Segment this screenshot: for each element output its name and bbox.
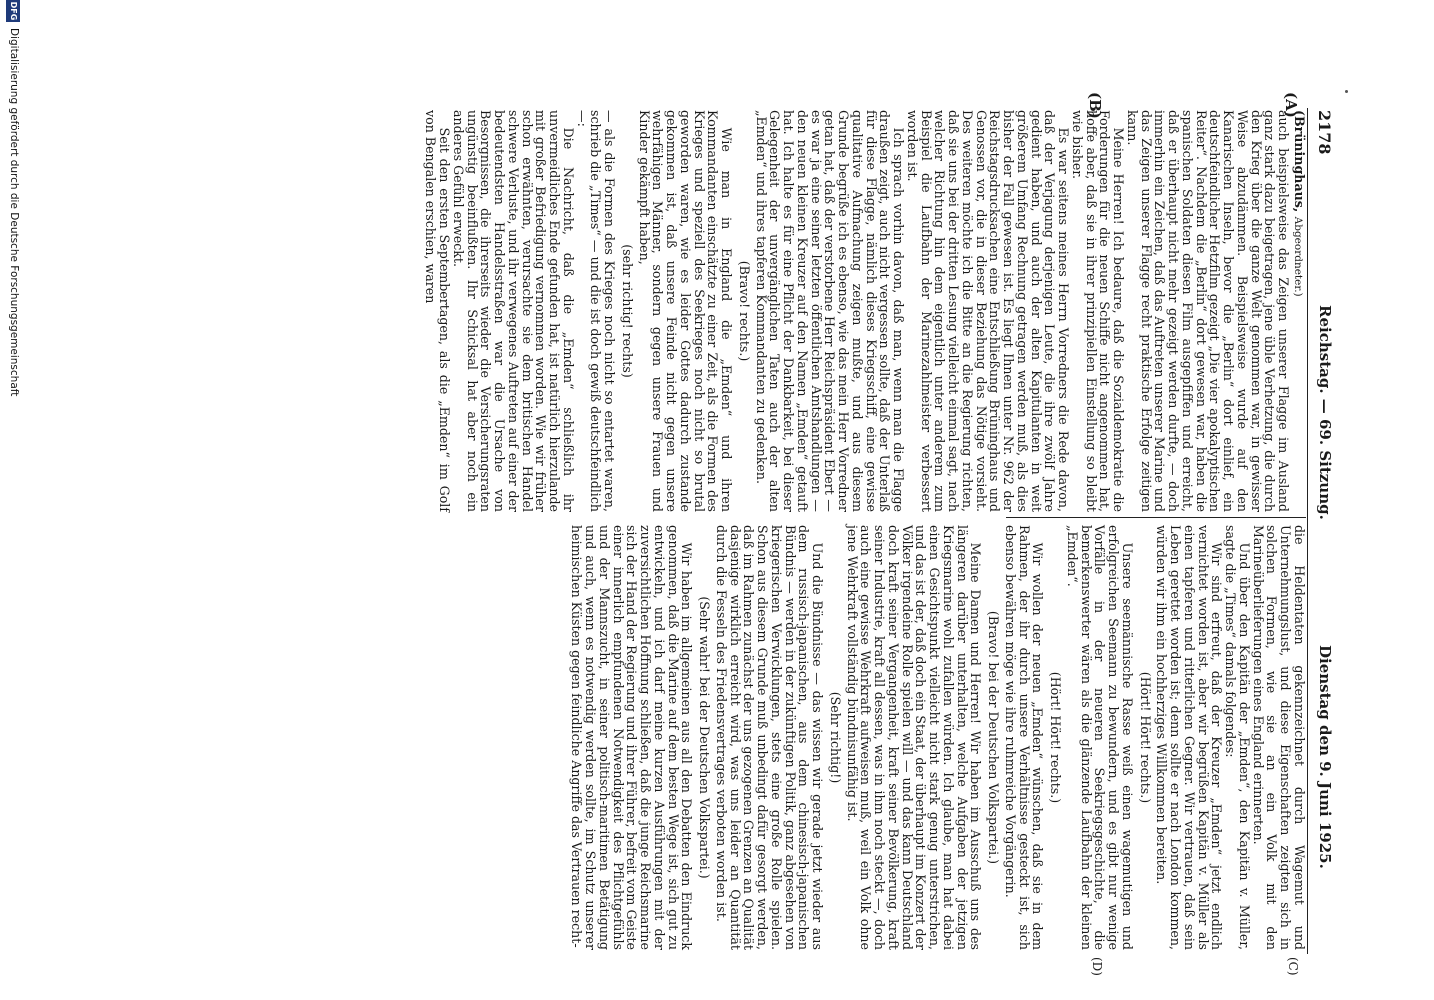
paragraph: Unsere seemännische Rasse weiß einen wagemutigen und erfolgreichen Seemann zu bewundern, und es gibt nur wenige Vorfälle in der neueren Seekriegsgeschichte, die bemerkenswerter wären als die glänzende Laufbahn der kleinen „Emden“.: [1065, 525, 1135, 950]
margin-letter-b: (B): [1086, 92, 1104, 119]
paragraph: Es war seitens meines Herrn Vorredners die Rede davon, daß der Verjagung derjenigen Leute, die ihre zwölf Jahre gedient haben, und auch der alten Kapitulanten in weit größerem Umfang Rechnung getragen werden muß, als dies bisher der Fall gewesen ist. Es liegt Ihnen unter Nr. 962 der Reichstagsdrucksachen eine Entschließung Brüninghaus und Genossen vor, die in dieser Beziehung das Nötige vorsieht. Des weiteren möchte ich die Bitte an die Regierung richten, daß sie uns bei der dritten Lesung vielleicht einmal sagt, nach welcher Richtung hin dem eigentlich unter anderem zum Beispiel die Laufbahn der Marinezahlmeister verbessert worden ist.: [905, 110, 1072, 512]
page-number: 2178: [1315, 110, 1334, 155]
margin-letter-c: (C): [1286, 957, 1300, 976]
paragraph: die Heldentaten gekennzeichnet durch Wagemut und Unternehmungslust, und diese Eigenschaften zeigten sich in solchen Formen, wie sie an ein Volk mit den Marineüberlieferungen eines England erinnerten.: [1250, 525, 1307, 950]
page-header: [1310, 0, 1334, 1000]
digitization-credit: Digitalisierung gefördert durch die Deutsche Forschungsgemeinschaft: [8, 28, 20, 397]
session-title: Reichstag. — 69. Sitzung.: [1316, 305, 1334, 520]
paragraph: Wir sind erfreut, daß der Kreuzer „Emden“ jetzt endlich vernichtet worden ist, aber wir begrüßen Kapitän v. Müller als einen tapferen und ritterlichen Gegner. Wir vertrauen, daß sein Leben gerettet worden ist; denn sollte er nach London kommen, würden wir ihm ein hochherziges Willkommen bereiten.: [1154, 525, 1225, 950]
digitization-footer: [2, 0, 22, 1000]
paragraph: Und über den Kapitän der „Emden“, den Kapitän v. Müller, sagte die „Times“ damals folgendes:: [1223, 525, 1252, 950]
margin-letter-a: (A): [1282, 92, 1300, 118]
header-rule: [1307, 108, 1308, 954]
left-column: [423, 110, 1307, 512]
interjection: (Sehr richtig!): [828, 691, 843, 784]
session-date: Dienstag den 9. Juni 1925.: [1316, 645, 1334, 869]
interjection: (Hört! Hört! rechts.): [1048, 671, 1064, 804]
scan-speck: [1345, 90, 1348, 93]
paragraph: Wie man in England die „Emden“ und ihren Kommandanten einschätzte zu einer Zeit, als die Formen des Krieges und speziell des Seekrieges noch nicht so brutal geworden waren, wie es leider Gottes dadurch zustande gekommen ist, daß unsere Feinde nicht gegen unsere wehrfähigen Männer, sondern gegen unsere Frauen und Kinder gekämpft haben,: [636, 110, 735, 512]
paragraph: — als die Formen des Krieges noch nicht so entartet waren, schrieb die „Times“ — und die ist doch gewiß deutschfeindlich —:: [574, 110, 618, 512]
paragraph: Meine Herren! Ich bedaure, daß die Sozialdemokratie die Forderungen für die neuen Schiffe nicht angenommen hat, hoffe aber, daß sie in ihrer prinzipiellen Einstellung so bleibt wie bisher.: [1070, 110, 1127, 512]
paragraph: auch beispielsweise das Zeigen unserer Flagge im Ausland ganz stark dazu beigetragen, jene üble Verhetzung, die durch den Krieg über die ganze Welt genommen war, in gewisser Weise abzudämmen. Beispielsweise wurde auf den Kanarischen Inseln, bevor die „Berlin“ dort einlief, ein deutschfeindlicher Hetzfilm gezeigt „Die vier apokalyptischen Reiter“. Nachdem die „Berlin“ dort gewesen war, haben die spanischen Soldaten diesen Film ausgepfiffen und erreicht, daß er überhaupt nicht mehr gezeigt werden durfte, — doch immerhin ein Zeichen, daß das Auftreten unserer Marine und das Zeigen unserer Flagge recht praktische Erfolge zeitigen kann.: [1125, 110, 1292, 512]
speaker-role: Abgeordneter.): [1292, 216, 1304, 297]
speaker-name: (Brüninghaus,: [1292, 110, 1307, 213]
paragraph: Ich sprach vorhin davon, daß man, wenn man die Flagge draußen zeigt, auch nicht vergessen sollte, daß der Unterlaß für diese Flagge, nämlich dieses Kriegsschiff, eine gewisse qualitative Aufmachung zeigen mußte, und aus diesem Grunde begrüße ich es ebenso, wie das mein Herr Vorredner getan hat, daß der verstorbene Herr Reichspräsident Ebert — es war ja eine seiner letzten öffentlichen Amtshandlungen — den neuen kleinen Kreuzer auf den Namen „Emden“ getauft hat. Ich halte es für eine Pflicht der Dankbarkeit, bei dieser Gelegenheit der unvergänglichen Taten auch der alten „Emden“ und ihres tapferen Kommandanten zu gedenken.: [753, 110, 907, 512]
interjection: (Hört! Hört! rechts.): [1137, 671, 1153, 804]
paragraph: Meine Damen und Herren! Wir haben im Ausschuß uns des längeren darüber unterhalten, welche Aufgaben der jetzigen Kriegsmarine wohl zufallen würden. Ich glaube, man hat dabei einen Gesichtspunkt vielleicht nicht stark genug unterstrichen, und das ist der, daß doch ein Staat, der überhaupt im Konzert der Völker irgendeine Rolle spielen will — und das kann Deutschland doch kraft seiner Vergangenheit, kraft seiner Bevölkerung, kraft seiner Industrie, kraft all dessen, was in ihm noch steckt —, doch auch eine gewisse Wehrkraft aufweisen muß, weil ein Volk ohne jene Wehrkraft vollständig bündnisunfähig ist.: [844, 525, 984, 950]
paragraph: Wir haben im allgemeinen aus all den Debatten den Eindruck genommen, daß die Marine auf dem besten Wege ist, sich gut zu entwickeln, und ich darf meine kurzen Ausführungen mit der zuversichtlichen Hoffnung schließen, daß die junge Reichsmarine sich der Hand der Regierung und ihrer Führer, befreit vom Geiste einer innerlich empfundenen Notwendigkeit des Pflichtgefühls und der Mannszucht, in seiner politisch-maritimen Betätigung und auch, wenn es notwendig werden sollte, im Schutz unserer heimischen Küsten gegen feindliche Angriffe das Vertrauen recht-: [569, 525, 695, 950]
column-divider: [1006, 517, 1306, 518]
paragraph: Seit den ersten Septembertagen, als die „Emden“ im Golf von Bengalen erschien, waren: [423, 110, 453, 512]
interjection: (Sehr wahr! bei der Deutschen Volkspartei.): [697, 596, 713, 879]
paragraph: Die Nachricht, daß die „Emden“ schließlich ihr unvermeidliches Ende gefunden hat, ist natürlich hierzulande mit großer Befriedigung vernommen worden. Wie wir früher schon erwähnten, verursachte sie dem britischen Handel schwere Verluste, und ihr verwegenes Auftreten auf einer der bedeutendsten Handelsstraßen war die Ursache von Besorgnissen, die ihrerseits wieder die Versicherungsraten ungünstig beeinflußten. Ihr Schicksal hat aber noch ein anderes Gefühl erweckt.: [451, 110, 576, 512]
right-column: [569, 525, 1307, 950]
interjection: (sehr richtig! rechts): [620, 244, 635, 378]
paragraph: Und die Bündnisse — das wissen wir gerade jetzt wieder aus dem russisch-japanischen, aus dem chinesisch-japanischen Bündnis — werden in der zukünftigen Politik, ganz abgesehen von kriegerischen Verwicklungen, stets eine große Rolle spielen. Schon aus diesem Grunde muß unbedingt dafür gesorgt werden, daß im Rahmen zunächst der uns gezogenen Grenzen an Qualität dasjenige wirklich erreicht wird, was uns leider an Quantität durch die Fesseln des Friedensvertrages verboten worden ist.: [714, 525, 826, 950]
dfg-logo: DFG: [6, 0, 20, 22]
margin-letter-d: (D): [1090, 957, 1104, 976]
interjection: (Bravo! bei der Deutschen Volkspartei.): [986, 610, 1002, 865]
speaker-line: [1290, 110, 1306, 512]
paragraph: Wir wollen der neuen „Emden“ wünschen, daß sie in dem Rahmen, der ihr durch unsere Verhältnisse gesteckt ist, sich ebenso bewähren möge wie ihre ruhmreiche Vorgängerin.: [1003, 525, 1046, 950]
interjection: (Bravo! rechts.): [737, 260, 752, 362]
